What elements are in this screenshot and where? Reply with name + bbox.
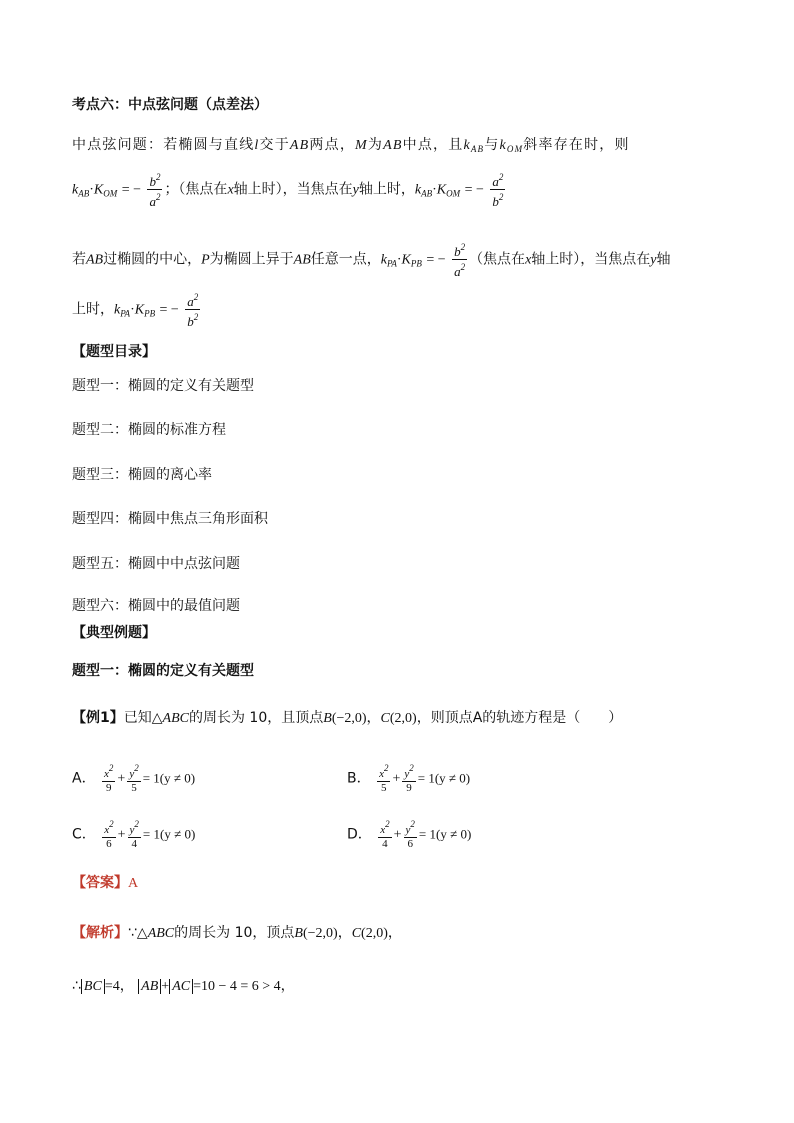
analysis-line-1: 【解析】∵△ABC的周长为 10，顶点B(−2,0)，C(2,0)， [72, 925, 402, 941]
fraction-b2-over-a2: $\frac{b^2}{a^2}$ [454, 242, 466, 279]
examples-title: 【典型例题】 [72, 625, 156, 641]
catalog-item: 题型六：椭圆中的最值问题 [72, 598, 240, 614]
example-1-question: 【例1】已知△ABC的周长为 10，且顶点B(−2,0)，C(2,0)，则顶点A的轨迹方程是（ ） [72, 710, 623, 726]
option-d[interactable]: D． $\frac{x^2}{4}$ + $\frac{y^2}{6}$ = 1(y ≠ 0) [347, 819, 472, 850]
catalog-item: 题型一：椭圆的定义有关题型 [72, 378, 254, 394]
fraction-a2-over-b2: $\frac{a^2}{b^2}$ [187, 292, 199, 329]
option-a[interactable]: A． $\frac{x^2}{9}$ + $\frac{y^2}{5}$ = 1(y ≠ 0) [72, 763, 196, 794]
catalog-item: 题型五：椭圆中中点弦问题 [72, 556, 240, 572]
answer: 【答案】A [72, 875, 139, 891]
section-title: 考点六：中点弦问题（点差法） [72, 97, 268, 113]
fraction-a2-over-b2: $\frac{a^2}{b^2}$ [492, 172, 504, 209]
option-b[interactable]: B． $\frac{x^2}{5}$ + $\frac{y^2}{9}$ = 1(y ≠ 0) [347, 763, 471, 794]
type1-title: 题型一：椭圆的定义有关题型 [72, 663, 254, 679]
catalog-item: 题型四：椭圆中焦点三角形面积 [72, 511, 268, 527]
catalog-title: 【题型目录】 [72, 344, 156, 360]
catalog-item: 题型三：椭圆的离心率 [72, 467, 212, 483]
fraction-b2-over-a2: $\frac{b^2}{a^2}$ [149, 172, 161, 209]
paragraph-slope-product-formula: $k_{AB}\cdot K_{OM}$ = − $\frac{b^2}{a^2}$ ；（焦点在x轴上时），当焦点在y轴上时，$k_{AB}\cdot K_{OM}$ = − $\frac{a^2}{b^2}$ [72, 172, 504, 209]
catalog-item: 题型二：椭圆的标准方程 [72, 422, 226, 438]
analysis-line-2: ∴ BC =4， AB + AC =10 − 4 = 6 > 4， [72, 978, 295, 994]
paragraph-midpoint-chord-intro: 中点弦问题：若椭圆与直线l交于AB两点，M为AB中点，且$k_{AB}$与$k_{OM}$斜率存在时，则 [72, 137, 630, 154]
option-c[interactable]: C． $\frac{x^2}{6}$ + $\frac{y^2}{4}$ = 1(y ≠ 0) [72, 819, 196, 850]
paragraph-center-chord: 若AB过椭圆的中心，P为椭圆上异于AB任意一点，$k_{PA}\cdot K_{PB}$ = − $\frac{b^2}{a^2}$ （焦点在x轴上时），当焦点在y轴 [72, 242, 671, 279]
paragraph-center-chord-y-axis: 上时，$k_{PA}\cdot K_{PB}$ = − $\frac{a^2}{b^2}$ [72, 292, 199, 329]
